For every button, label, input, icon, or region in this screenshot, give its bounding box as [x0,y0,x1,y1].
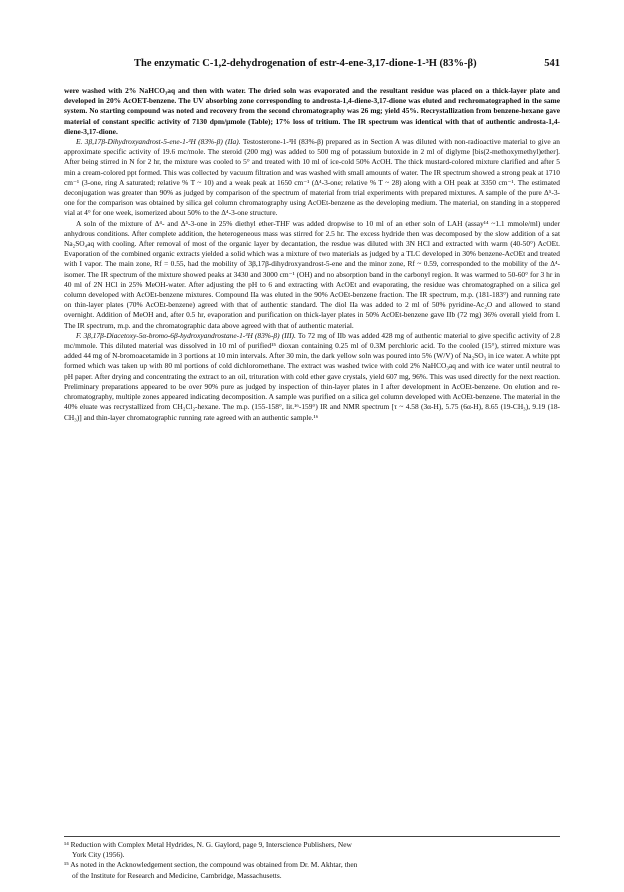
footnote-14: ¹⁴ Reduction with Complex Metal Hydrides, N. G. Gaylord, page 9, Interscience Publishers, New [64,840,352,849]
footnote-15: ¹⁵ As noted in the Acknowledgement section, the compound was obtained from Dr. M. Akhtar, then [64,860,358,870]
paragraph-workup: were washed with 2% NaHCO₃aq and then with water. The dried soln was evaporated and the resultant residue was placed on a thick-layer plate and developed in 20% AcOET-benzene. The UV absorbing zone corresponding to androsta-1,4-diene-3,17-dione was eluted and rechromatographed in the same system. No starting compound was noted and recovery from the second chromatography was 26 mg; yield 45%. Recrystallization from benzene-hexane gave material of constant specific activity of 7130 dpm/μmole (Table); 17% loss of tritium. The IR spectrum was identical with that of authentic androsta-1,4-diene-3,17-dione. [64,86,560,136]
running-head: The enzymatic C-1,2-dehydrogenation of estr-4-ene-3,17-dione-1-³H (83%-β) [134,58,477,69]
footnotes [64,836,560,881]
page-number: 541 [544,58,560,69]
section-e-text: Testosterone-1-³H (83%-β) prepared as in Section A was diluted with non-radioactive material to give an approximate specific activity of 19.6 mc/mole. The steroid (200 mg) was added to 500 mg of potassium butoxide in 2 ml of diglyme [bis(2-methoxymethyl)ether]. After being stirred in N for 2 hr, the mixture was cooled to 5° and treated with 10 ml of ice-cold 50% AcOH. The thick mustard-colored mixture clarified and after 5 min a cream-colored ppt formed. This was collected by vacuum filtration and was washed with small amounts of water. The IR spectrum showed a strong peak at 1710 cm⁻¹ (3-one, ring A saturated; relative % T ~ 10) and a weak peak at 1650 cm⁻¹ (Δ⁴-3-one; relative % T ~ 28) along with a OH peak at 3350 cm⁻¹. The estimated deconjugation was greater than 90% as judged by comparison of the spectrum of material from trial experiments with prepared mixtures. A sample of the pure Δ⁵-3-one for the comparison was obtained by silica gel column chromatography using AcOEt-benzene as the developing medium. The material, on standing in a stoppered vial at 4° for one week, isomerized about 50% to the Δ⁴-3-one structure. [64,137,560,218]
paragraph-section-f [64,331,560,423]
footnote-14-continued: York City (1956). [72,850,125,860]
article-body [64,86,560,423]
paragraph-reduction: A soln of the mixture of Δ⁴- and Δ⁵-3-one in 25% diethyl ether-THF was added dropwise to 10 ml of an ether soln of LAH (assay¹⁴ ~1.1 mmole/ml) under anhydrous conditions. After complete addition, the heterogeneous mass was stirred for 2.5 hr. The excess hydride then was decomposed by the slow addition of a sat Na₂SO₄aq with cooling. After removal of most of the organic layer by decantation, the resdue was diluted with 3N HCl and extracted with warm (40-50°) AcOEt. Evaporation of the combined organic extracts yielded a solid which was a mixture of two materials as judged by a TLC developed in 30% benzene-AcOEt and treated with I vapor. The main zone, Rf = 0.55, had the mobility of 3β,17β-dihydroxyandrost-5-ene and the minor zone, Rf ~ 0.59, corresponded to the mobility of the Δ⁴-isomer. The IR spectrum of the mixture showed peaks at 3430 and 3000 cm⁻¹ (OH) and no absorption band in the carbonyl region. It was warmed to 50-60° for 3 hr in 40 ml of 2N HCl in 25% MeOH-water. After adjusting the pH to 6 and extracting with AcOEt and evaporating, the residue was chromatographed on a silica gel column developed with AcOEt-benzene mixtures. Compound IIa was eluted in the 90% AcOEt-benzene fraction. The IR spectrum, m.p. (181-183°) and running rate on thin-layer plates (70% AcOEt-benzene) agreed with that of authentic standard. The diol IIa was added to 2 ml of 50% pyridine-Ac₂O and allowed to stand overnight. Addition of MeOH and, after 0.5 hr, evaporation and purification on thick-layer plates in 50% AcOEt-benzene gave IIb (72 mg) 36% overall yield from I. The IR spectrum, m.p. and the chromatographic data above agreed with that of authentic material. [64,218,560,330]
page-header [64,58,560,72]
section-f-text: To 72 mg of IIb was added 428 mg of authentic material to give specific activity of 2.8 mc/mmole. This diluted material was dissolved in 10 ml of purified¹⁵ dioxan containing 0.25 ml of 0.3M perchloric acid. To the cooled (15°), stirred mixture was added 44 mg of N-bromoacetamide in 3 portions at 10 min intervals. After 30 min, the dark yellow soln was poured into 5% (W/V) of Na₂SO₃ in ice water. A white ppt formed which was taken up with 80 ml portions of cold dichloromethane. The extract was washed twice with cold 2% NaHCO₃aq and with ice water until neutral to pH paper. After drying and concentrating the extract to an oil, trituration with cold ether gave crystals, yield 607 mg, 96%. This was used directly for the next reaction. Preliminary preparations appeared to be over 90% pure as judged by inspection of thin-layer plates in I after development in AcOEt-benzene. On elution and re-chromatography, multiple zones appeared indicating decomposition. A sample was purified on a silica gel column developed with AcOEt-benzene. The material in the 40% eluate was recrystallized from CH₂Cl₂-hexane. The m.p. (155-158°, lit.¹⁶-159°) IR and NMR spectrum [τ ~ 4.58 (3α-H), 5.75 (6α-H), 8.65 (19-CH₃), 9.19 (18-CH₃)] and thin-layer chromatographic running rate agreed with an authentic sample.¹⁶ [64,330,560,422]
paragraph-section-e [64,137,560,219]
section-e-heading: E. 3β,17β-Dihydroxyandrost-5-ene-1-³H (83%-β) (IIa). [76,137,241,147]
section-f-heading: F. 3β,17β-Diacetoxy-5α-bromo-6β-hydroxyandrostane-1-³H (83%-β) (III). [76,330,296,340]
footnote-15-continued: of the Institute for Research and Medicine, Cambridge, Massachusetts. [72,870,282,880]
